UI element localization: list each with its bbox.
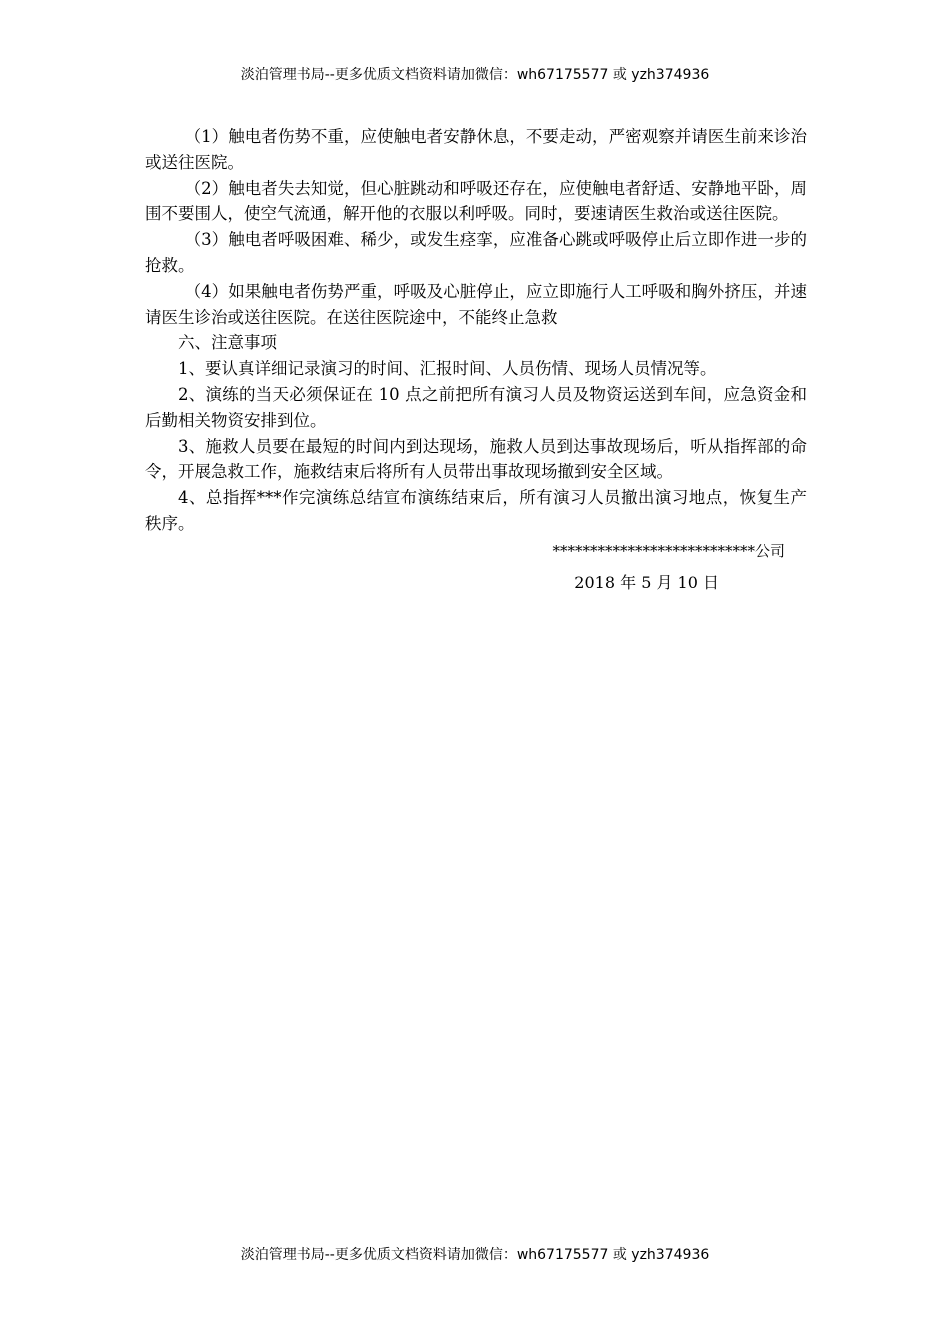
- notes-item-1: 1、要认真详细记录演习的时间、汇报时间、人员伤情、现场人员情况等。: [178, 359, 717, 379]
- document-body: [145, 124, 807, 597]
- paragraph-item-4: （4）如果触电者伤势严重，呼吸及心脏停止，应立即施行人工呼吸和胸外挤压，并速请医生诊治或送往医院。在送往医院途中，不能终止急救: [145, 281, 807, 327]
- paragraph-item-3: （3）触电者呼吸困难、稀少，或发生痉挛，应准备心跳或呼吸停止后立即作进一步的抢救。: [145, 230, 807, 275]
- notes-item-2: 2、演练的当天必须保证在 10 点之前把所有演习人员及物资运送到车间，应急资金和后勤相关物资安排到位。: [145, 384, 807, 430]
- paragraph-item-1: （1）触电者伤势不重，应使触电者安静休息，不要走动，严密观察并请医生前来诊治或送往医院。: [145, 127, 807, 172]
- signature-company: ***************************公司: [552, 541, 785, 560]
- section-heading-notes: 六、注意事项: [178, 333, 277, 353]
- notes-item-4: 4、总指挥***作完演练总结宣布演练结束后，所有演习人员撤出演习地点，恢复生产秩序。: [145, 488, 807, 533]
- page-header: 淡泊管理书局--更多优质文档资料请加微信：wh67175577 或 yzh374936: [240, 67, 710, 83]
- page-footer: 淡泊管理书局--更多优质文档资料请加微信：wh67175577 或 yzh374936: [240, 1247, 710, 1263]
- paragraph-item-2: （2）触电者失去知觉，但心脏跳动和呼吸还存在，应使触电者舒适、安静地平卧，周围不要围人，使空气流通，解开他的衣服以利呼吸。同时，要速请医生救治或送往医院。: [145, 178, 807, 224]
- signature-date: 2018 年 5 月 10 日: [574, 572, 719, 592]
- notes-item-3: 3、施救人员要在最短的时间内到达现场，施救人员到达事故现场后，听从指挥部的命令，开展急救工作，施救结束后将所有人员带出事故现场撤到安全区域。: [145, 436, 807, 482]
